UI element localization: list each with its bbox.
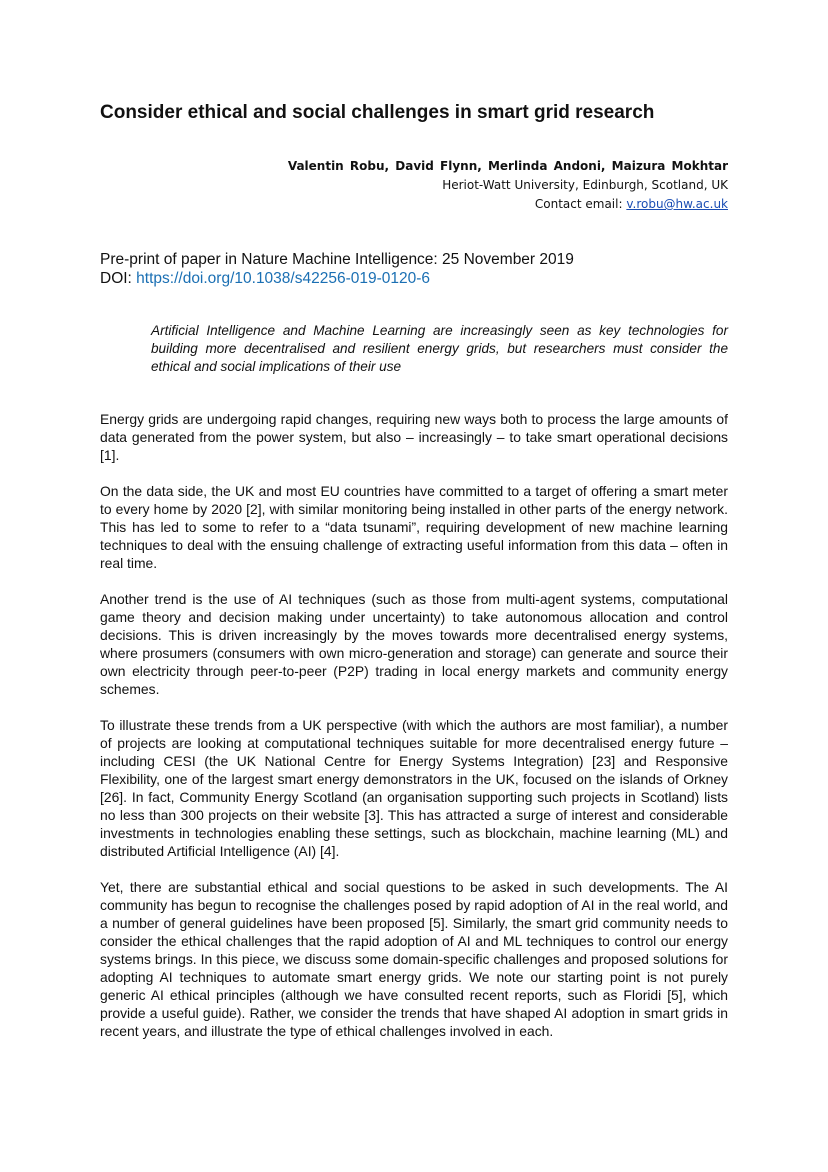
author-block — [168, 157, 728, 214]
body-paragraph: To illustrate these trends from a UK perspective (with which the authors are most familiar), a number of projects are looking at computational techniques suitable for more decentralised energy future – including CESI (the UK National Centre for Energy Systems Integration) [23] and Responsive Flexibility, one of the largest smart energy demonstrators in the UK, focused on the islands of Orkney [26]. In fact, Community Energy Scotland (an organisation supporting such projects in Scotland) lists no less than 300 projects on their website [3]. This has attracted a surge of interest and considerable investments in technologies enabling these settings, such as blockchain, machine learning (ML) and distributed Artificial Intelligence (AI) [4]. — [100, 717, 728, 859]
author-list: Valentin Robu, David Flynn, Merlinda Andoni, Maizura Mokhtar — [287, 159, 728, 173]
paper-title: Consider ethical and social challenges in smart grid research — [100, 102, 655, 123]
preprint-info — [100, 250, 740, 288]
body-paragraph: On the data side, the UK and most EU countries have committed to a target of offering a smart meter to every home by 2020 [2], with similar monitoring being installed in other parts of the energy network. This has led to some to refer to a “data tsunami”, requiring development of new machine learning techniques to deal with the ensuing challenge of extracting useful information from this data – often in real time. — [100, 483, 728, 571]
body-paragraph: Yet, there are substantial ethical and social questions to be asked in such developments. The AI community has begun to recognise the challenges posed by rapid adoption of AI in the real world, and a number of general guidelines have been proposed [5]. Similarly, the smart grid community needs to consider the ethical challenges that the rapid adoption of AI and ML techniques to control our energy systems brings. In this piece, we discuss some domain-specific challenges and proposed solutions for adopting AI techniques to automate smart energy grids. We note our starting point is not purely generic AI ethical principles (although we have consulted recent reports, such as Floridi [5], which provide a useful guide). Rather, we consider the trends that have shaped AI adoption in smart grids in recent years, and illustrate the type of ethical challenges involved in each. — [100, 879, 728, 1039]
contact-email-link[interactable]: v.robu@hw.ac.uk — [626, 197, 728, 211]
preprint-line: Pre-print of paper in Nature Machine Intelligence: 25 November 2019 — [100, 251, 574, 268]
contact-label: Contact email: — [534, 197, 627, 211]
body-text — [100, 410, 728, 1058]
affiliation: Heriot-Watt University, Edinburgh, Scotland, UK — [442, 178, 728, 192]
doi-line — [100, 269, 740, 288]
standfirst-abstract: Artificial Intelligence and Machine Learning are increasingly seen as key technologies for building more decentralised and resilient energy grids, but researchers must consider the ethical and social implications of their use — [151, 323, 728, 374]
contact-line — [168, 195, 728, 214]
doi-label: DOI: — [100, 270, 137, 287]
doi-link[interactable]: https://doi.org/10.1038/s42256-019-0120-6 — [136, 270, 431, 287]
body-paragraph: Energy grids are undergoing rapid changes, requiring new ways both to process the large amounts of data generated from the power system, but also – increasingly – to take smart operational decisions [1]. — [100, 411, 728, 463]
body-paragraph: Another trend is the use of AI techniques (such as those from multi-agent systems, computational game theory and decision making under uncertainty) to take autonomous allocation and control decisions. This is driven increasingly by the moves towards more decentralised energy systems, where prosumers (consumers with own micro-generation and storage) can generate and source their own electricity through peer-to-peer (P2P) trading in local energy markets and community energy schemes. — [100, 591, 728, 697]
